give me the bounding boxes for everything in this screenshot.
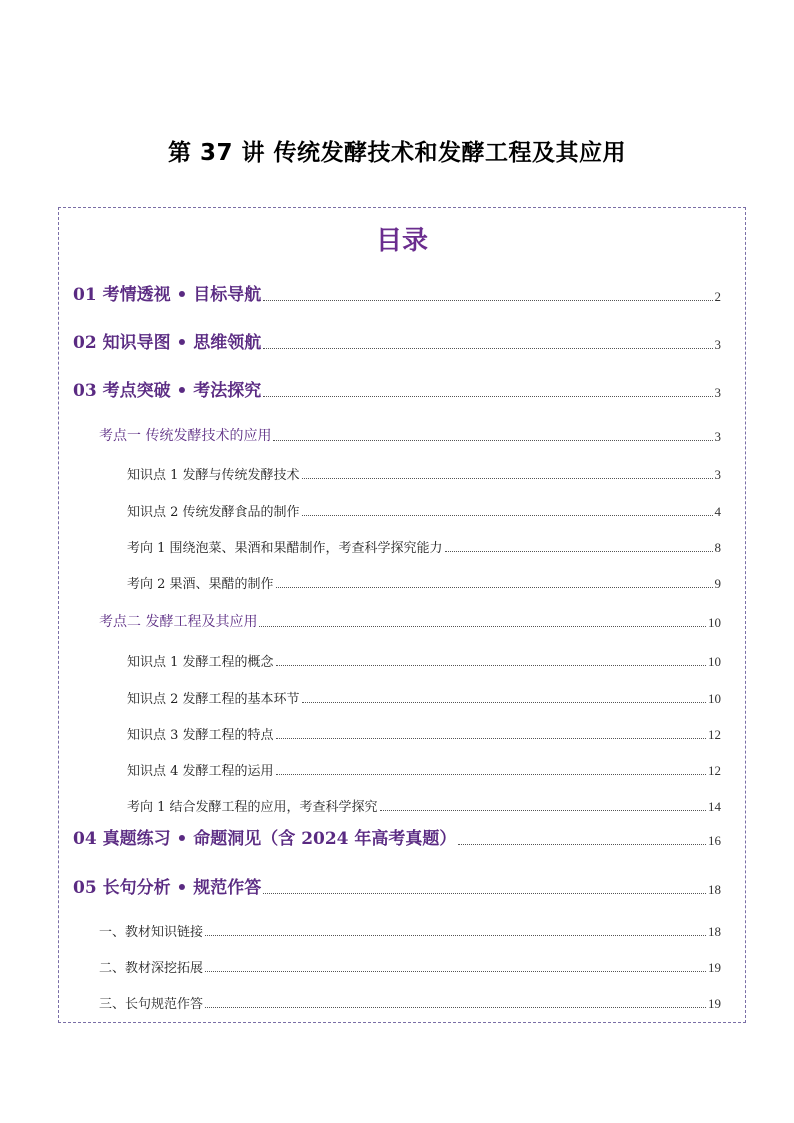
toc-entry-02[interactable]	[73, 328, 721, 353]
toc-entry-zhishidian-2-4[interactable]	[127, 760, 721, 779]
toc-page-number: 12	[708, 763, 721, 778]
toc-heading: 目录	[375, 226, 428, 256]
toc-entry-05-3[interactable]	[99, 993, 721, 1012]
toc-page-number: 9	[714, 576, 721, 591]
toc-entry-03[interactable]	[73, 376, 721, 401]
toc-entry-05-1[interactable]	[99, 921, 721, 940]
toc-entry-label: 一、教材知识链接	[99, 925, 204, 940]
toc-entry-05-2[interactable]	[99, 957, 721, 976]
dot-leader	[263, 348, 712, 349]
toc-entry-label: 知识点 1 发酵与传统发酵技术	[127, 468, 300, 483]
toc-page-number: 12	[708, 727, 721, 742]
toc-entry-label: 知识点 2 发酵工程的基本环节	[127, 692, 300, 707]
toc-entry-label: 知识点 4 发酵工程的运用	[127, 764, 274, 779]
dot-leader	[205, 971, 706, 972]
toc-entry-kaoxiang-1-2[interactable]	[127, 573, 721, 592]
dot-leader	[302, 702, 706, 703]
toc-entry-kaoxiang-2-1[interactable]	[127, 796, 721, 815]
dot-leader	[205, 935, 706, 936]
toc-page-number: 14	[708, 799, 721, 814]
toc-entry-label: 考点一 传统发酵技术的应用	[99, 428, 272, 444]
dot-leader	[263, 300, 712, 301]
dot-leader	[263, 893, 706, 894]
toc-page-number: 18	[708, 882, 721, 897]
toc-entry-label: 05 长句分析 • 规范作答	[73, 878, 262, 898]
toc-entry-label: 知识点 3 发酵工程的特点	[127, 728, 274, 743]
toc-entry-zhishidian-1-1[interactable]	[127, 464, 721, 483]
toc-entry-kaodian-1[interactable]	[99, 425, 721, 445]
toc-entry-label: 考向 2 果酒、果醋的制作	[127, 577, 274, 592]
toc-page-number: 4	[714, 504, 721, 519]
toc-entry-label: 知识点 2 传统发酵食品的制作	[127, 505, 300, 520]
toc-page-number: 2	[714, 289, 721, 304]
toc-entry-zhishidian-1-2[interactable]	[127, 501, 721, 520]
dot-leader	[276, 738, 706, 739]
toc-page-number: 3	[714, 467, 721, 482]
toc-entry-label: 考向 1 围绕泡菜、果酒和果醋制作，考查科学探究能力	[127, 541, 443, 556]
dot-leader	[263, 396, 712, 397]
toc-entry-label: 01 考情透视 • 目标导航	[73, 285, 262, 305]
toc-page-number: 19	[708, 960, 721, 975]
toc-page-number: 8	[714, 540, 721, 555]
toc-page-number: 18	[708, 924, 721, 939]
dot-leader	[458, 844, 706, 845]
toc-entry-label: 三、长句规范作答	[99, 997, 204, 1012]
table-of-contents	[58, 207, 746, 1023]
dot-leader	[273, 440, 712, 441]
toc-entry-label: 知识点 1 发酵工程的概念	[127, 655, 274, 670]
toc-entry-label: 考向 1 结合发酵工程的应用，考查科学探究	[127, 800, 378, 815]
toc-page-number: 19	[708, 996, 721, 1011]
toc-entry-kaodian-2[interactable]	[99, 611, 721, 631]
toc-page-number: 3	[714, 385, 721, 400]
toc-entry-label: 02 知识导图 • 思维领航	[73, 333, 262, 353]
toc-entry-label: 04 真题练习 • 命题洞见（含 2024 年高考真题）	[73, 829, 457, 849]
toc-entry-label: 考点二 发酵工程及其应用	[99, 614, 258, 630]
toc-entry-04[interactable]	[73, 824, 721, 849]
dot-leader	[205, 1007, 706, 1008]
toc-page-number: 10	[708, 691, 721, 706]
dot-leader	[302, 478, 713, 479]
toc-page-number: 3	[714, 429, 721, 444]
dot-leader	[276, 665, 706, 666]
dot-leader	[276, 587, 713, 588]
toc-page-number: 10	[708, 654, 721, 669]
dot-leader	[302, 515, 713, 516]
dot-leader	[276, 774, 706, 775]
toc-entry-label: 二、教材深挖拓展	[99, 961, 204, 976]
toc-entry-kaoxiang-1-1[interactable]	[127, 537, 721, 556]
toc-entry-label: 03 考点突破 • 考法探究	[73, 381, 262, 401]
toc-page-number: 3	[714, 337, 721, 352]
dot-leader	[259, 626, 706, 627]
toc-entry-zhishidian-2-1[interactable]	[127, 651, 721, 670]
toc-page-number: 10	[708, 615, 721, 630]
toc-page-number: 16	[708, 833, 721, 848]
page-title: 第 37 讲 传统发酵技术和发酵工程及其应用	[167, 140, 627, 166]
toc-entry-zhishidian-2-2[interactable]	[127, 688, 721, 707]
dot-leader	[380, 810, 706, 811]
toc-entry-01[interactable]	[73, 280, 721, 305]
toc-entry-05[interactable]	[73, 873, 721, 898]
dot-leader	[445, 551, 713, 552]
toc-entry-zhishidian-2-3[interactable]	[127, 724, 721, 743]
